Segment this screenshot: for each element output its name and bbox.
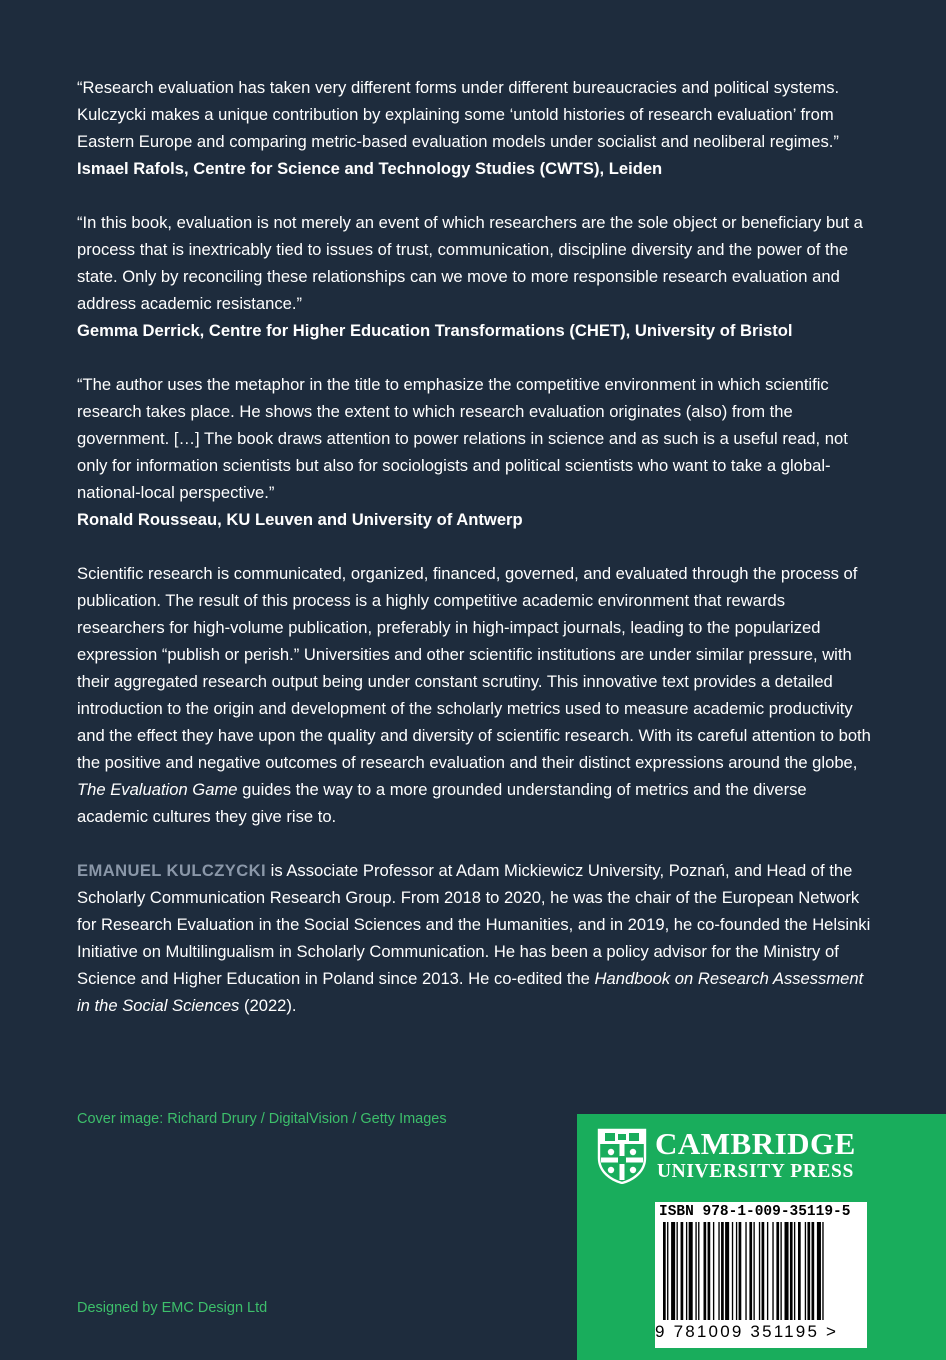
author-bio bbox=[77, 857, 877, 1019]
barcode-bar bbox=[794, 1222, 795, 1320]
endorsement-quote: “Research evaluation has taken very different forms under different bureaucracies and political systems. Kulczycki makes a unique contribution by explaining some ‘untold histories of research evaluation’ from Eastern Europe and comparing metric-based evaluation models under socialist and neoliberal regimes.” bbox=[77, 78, 840, 151]
barcode-bar bbox=[776, 1222, 779, 1320]
description-text bbox=[77, 560, 877, 830]
endorsement-author: Ronald Rousseau, KU Leuven and University of Antwerp bbox=[77, 510, 523, 529]
publisher-name: CAMBRIDGE bbox=[655, 1126, 856, 1161]
barcode-bar bbox=[725, 1222, 729, 1320]
endorsement-quote: “The author uses the metaphor in the title to emphasize the competitive environment in which scientific research takes place. He shows the extent to which research evaluation originates (also) from the government. […] The book draws attention to power relations in science and as such is a useful read, not only for information scientists but also for sociologists and political scientists who want to take a global-national-local perspective.” bbox=[77, 375, 848, 502]
barcode-bar bbox=[698, 1222, 699, 1320]
barcode-bar bbox=[663, 1222, 666, 1320]
barcode-bar bbox=[759, 1222, 760, 1320]
barcode-bar bbox=[817, 1222, 821, 1320]
endorsement-quote: “In this book, evaluation is not merely an event of which researchers are the sole object or beneficiary but a process that is inextricably tied to issues of trust, communication, discipline diversity and the power of the state. Only by reconciling these relationships can we move to more responsible research evaluation and address academic resistance.” bbox=[77, 213, 863, 313]
barcode-bar bbox=[713, 1222, 714, 1320]
barcode-bar bbox=[767, 1222, 768, 1320]
endorsement-author: Gemma Derrick, Centre for Higher Education Transformations (CHET), University of Bristol bbox=[77, 321, 793, 340]
barcode-bar bbox=[780, 1222, 781, 1320]
book-description bbox=[77, 560, 877, 830]
barcode-bar bbox=[704, 1222, 707, 1320]
endorsement-author: Ismael Rafols, Centre for Science and Technology Studies (CWTS), Leiden bbox=[77, 159, 663, 178]
barcode-bar bbox=[753, 1222, 754, 1320]
description-before: Scientific research is communicated, organized, financed, governed, and evaluated through the process of publication. The result of this process is a highly competitive academic environment that rewards researchers for high-volume publication, preferably in high-impact journals, leading to the popularized expression “publish or perish.” Universities and other scientific institutions are under similar pressure, with their aggregated research output being under constant scrutiny. This innovative text provides a detailed introduction to the origin and development of the scholarly metrics used to measure academic productivity and the effect they have upon the quality and diversity of scientific research. With its careful attention to both the positive and negative outcomes of research evaluation and their distinct expressions around the globe, bbox=[77, 564, 871, 772]
endorsement-1 bbox=[77, 74, 877, 182]
author-bio-text bbox=[77, 857, 877, 1019]
main-text bbox=[77, 74, 877, 1046]
barcode-bar bbox=[667, 1222, 668, 1320]
publisher-subname: UNIVERSITY PRESS bbox=[657, 1161, 854, 1182]
isbn-barcode bbox=[655, 1202, 867, 1348]
description-book-title: The Evaluation Game bbox=[77, 780, 238, 799]
bio-before: is Associate Professor at Adam Mickiewicz University, Poznań, and Head of the Scholarly Communication Research Group. From 2018 to 2020, he was the chair of the European Network for Research Evaluation in the Social Sciences and the Humanities, and in 2019, he co-founded the Helsinki Initiative on Multilingualism in Scholarly Communication. He has been a policy advisor for the Ministry of Science and Higher Education in Poland since 2013. He co-edited the bbox=[77, 861, 871, 988]
barcode-bar bbox=[689, 1222, 693, 1320]
barcode-bar bbox=[721, 1222, 724, 1320]
barcode-bar bbox=[798, 1222, 801, 1320]
barcode-bar bbox=[772, 1222, 773, 1320]
barcode-bar bbox=[708, 1222, 711, 1320]
author-name: EMANUEL KULCZYCKI bbox=[77, 861, 267, 880]
barcode-bar bbox=[745, 1222, 746, 1320]
bio-after: (2022). bbox=[243, 996, 297, 1015]
barcode-bar bbox=[805, 1222, 806, 1320]
bio-book-title: Handbook on Research Assessment in the Social Sciences bbox=[77, 969, 864, 1015]
barcode-bar bbox=[732, 1222, 733, 1320]
barcode-bar bbox=[812, 1222, 815, 1320]
barcode-bar bbox=[807, 1222, 810, 1320]
description-after: guides the way to a more grounded understanding of metrics and the diverse academic cultures they give rise to. bbox=[77, 780, 807, 826]
barcode-bar bbox=[718, 1222, 719, 1320]
barcode-bar bbox=[822, 1222, 823, 1320]
barcode-bar bbox=[790, 1222, 793, 1320]
barcode-bar bbox=[686, 1222, 687, 1320]
barcode-bar bbox=[762, 1222, 765, 1320]
barcode-bar bbox=[736, 1222, 737, 1320]
cambridge-shield-icon bbox=[597, 1128, 647, 1184]
endorsement-3 bbox=[77, 371, 877, 533]
publisher-panel bbox=[577, 1114, 946, 1360]
barcode-bar bbox=[749, 1222, 752, 1320]
barcode-bars bbox=[655, 1222, 867, 1322]
barcode-bar bbox=[677, 1222, 678, 1320]
isbn-label: ISBN 978-1-009-35119-5 bbox=[659, 1204, 851, 1220]
endorsement-2 bbox=[77, 209, 877, 344]
barcode-digits: 9 781009 351195 > bbox=[655, 1322, 839, 1341]
cover-image-credit: Cover image: Richard Drury / DigitalVision / Getty Images bbox=[77, 1111, 447, 1127]
barcode-bar bbox=[681, 1222, 684, 1320]
barcode-bar bbox=[695, 1222, 696, 1320]
design-credit: Designed by EMC Design Ltd bbox=[77, 1300, 268, 1316]
barcode-bar bbox=[671, 1222, 675, 1320]
barcode-bar bbox=[785, 1222, 789, 1320]
barcode-bar bbox=[739, 1222, 742, 1320]
